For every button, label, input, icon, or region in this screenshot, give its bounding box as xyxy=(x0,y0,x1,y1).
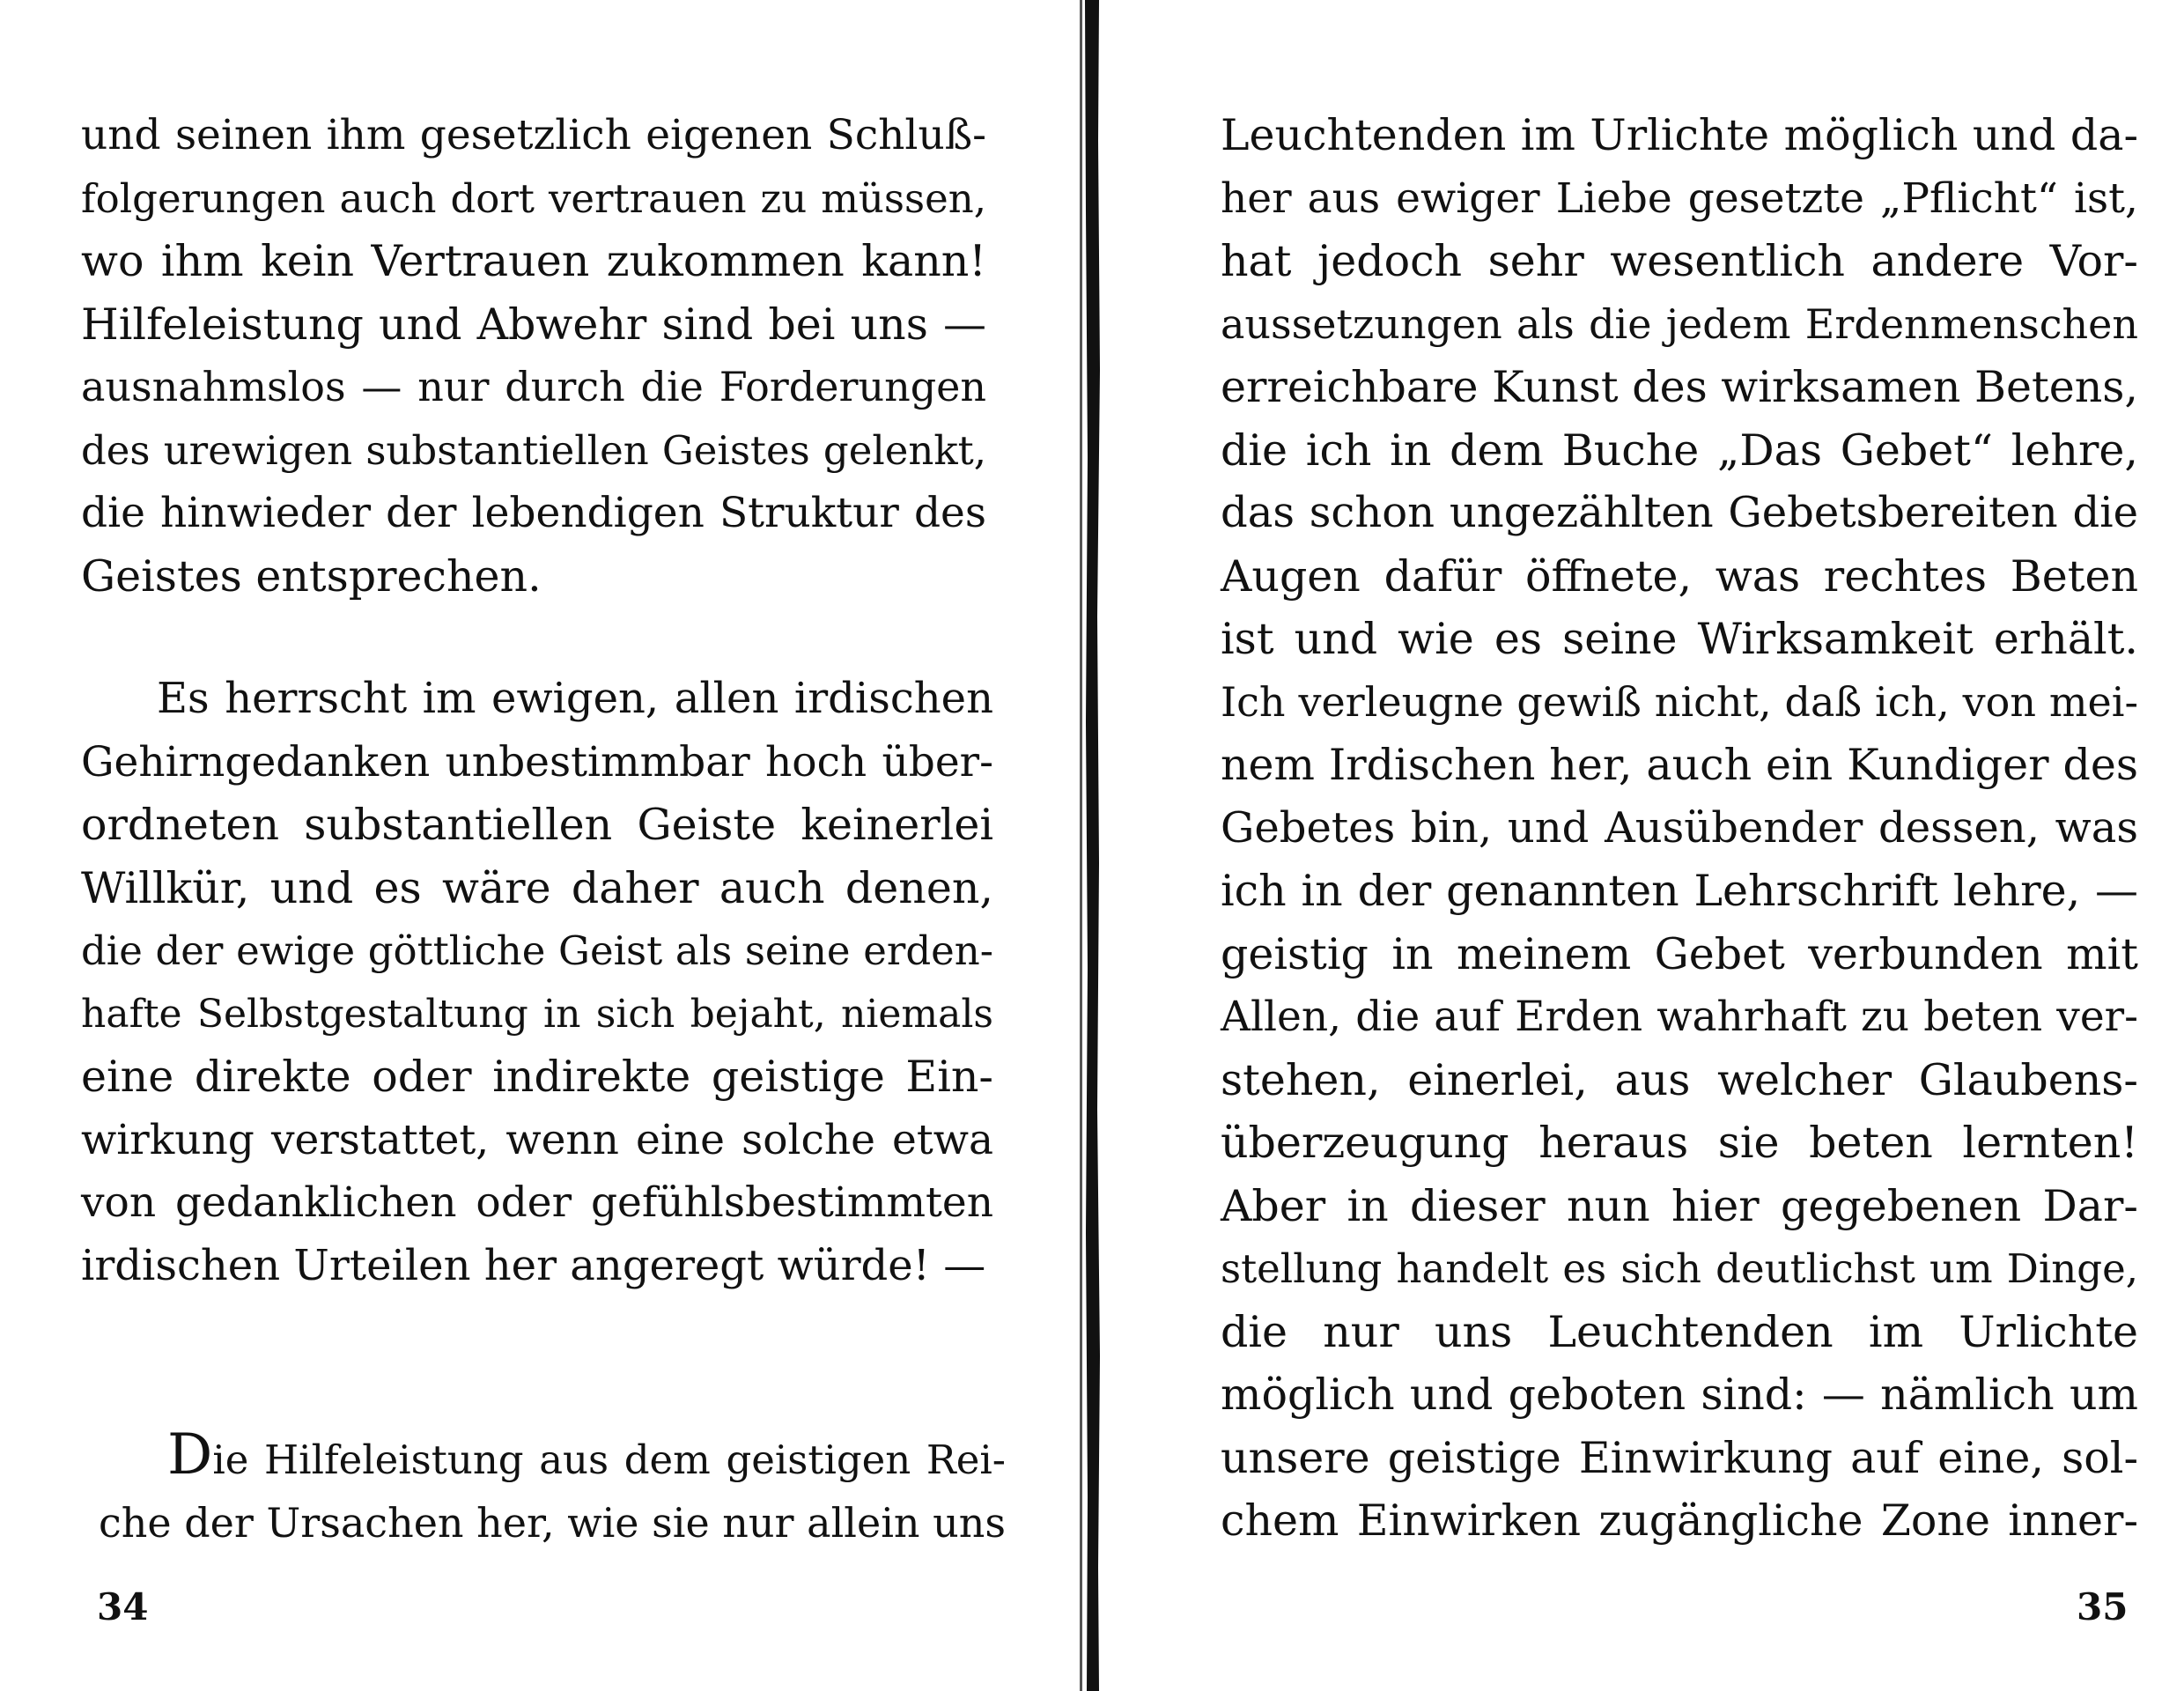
text-line: Geistes entsprechen. xyxy=(81,550,542,602)
text-line: Augen dafür öffnete, was rechtes Beten xyxy=(1221,550,2138,602)
text-line: ich in der genannten Lehrschrift lehre, — xyxy=(1221,866,2138,916)
text-line: unsere geistige Einwirkung auf eine, sol- xyxy=(1221,1432,2138,1483)
text-line: das schon ungezählten Gebetsbereiten die xyxy=(1221,488,2138,537)
text-line: her aus ewiger Liebe gesetzte „Pflicht“ ist, xyxy=(1221,174,2138,223)
text-line: geistig in meinem Gebet verbunden mit xyxy=(1221,928,2138,979)
text-line: die hinwieder der lebendigen Struktur des xyxy=(81,489,986,537)
text-line: che der Ursachen her, wie sie nur allein uns xyxy=(99,1498,1007,1547)
text-line: hat jedoch sehr wesentlich andere Vor- xyxy=(1221,236,2138,286)
text-line: von gedanklichen oder gefühlsbestimmten xyxy=(81,1178,993,1227)
paragraph xyxy=(99,1422,1007,1554)
text-line: Allen, die auf Erden wahrhaft zu beten ver- xyxy=(1221,993,2138,1041)
text-line: und seinen ihm gesetzlich eigenen Schluß- xyxy=(81,111,986,159)
text-line: aussetzungen als die jedem Erdenmenschen xyxy=(1221,299,2138,348)
text-line: ist und wie es seine Wirksamkeit erhält. xyxy=(1221,614,2138,664)
text-line: wirkung verstattet, wenn eine solche etwa xyxy=(81,1115,993,1164)
paragraph xyxy=(81,104,986,608)
text-line: ausnahmslos — nur durch die Forderungen xyxy=(81,363,986,410)
text-line xyxy=(99,1422,1006,1492)
text-line: Gehirngedanken unbestimmbar hoch über- xyxy=(81,737,993,786)
text-line: möglich und geboten sind: — nämlich um xyxy=(1221,1370,2138,1420)
text-line: Aber in dieser nun hier gegebenen Dar- xyxy=(1221,1180,2138,1231)
paragraph xyxy=(81,668,993,1297)
paragraph xyxy=(1221,104,2138,1553)
text-line-content: ie Hilfeleistung aus dem geistigen Rei- xyxy=(212,1436,1006,1483)
text-line: des urewigen substantiellen Geistes gelenkt, xyxy=(81,426,986,474)
text-line: Ich verleugne gewiß nicht, daß ich, von mei- xyxy=(1221,677,2138,726)
text-line: Es herrscht im ewigen, allen irdischen xyxy=(157,674,993,723)
page-number: 34 xyxy=(97,1585,149,1628)
text-line: Gebetes bin, und Ausübender dessen, was xyxy=(1221,802,2138,853)
text-line: stehen, einerlei, aus welcher Glaubens- xyxy=(1221,1054,2138,1105)
left-page xyxy=(0,0,1074,1691)
page-number: 35 xyxy=(2077,1585,2129,1628)
text-line: stellung handelt es sich deutlichst um Dinge, xyxy=(1221,1245,2138,1292)
book-spine-gutter xyxy=(1076,0,1108,1691)
text-line: nem Irdischen her, auch ein Kundiger des xyxy=(1221,740,2138,790)
text-line: eine direkte oder indirekte geistige Ein- xyxy=(81,1052,993,1102)
text-line: Willkür, und es wäre daher auch denen, xyxy=(81,862,993,913)
text-line: die nur uns Leuchtenden im Urlichte xyxy=(1221,1306,2138,1357)
text-line: Leuchtenden im Urlichte möglich und da- xyxy=(1221,110,2138,160)
text-line: chem Einwirken zugängliche Zone inner- xyxy=(1221,1495,2138,1546)
text-line: ordneten substantiellen Geiste keinerlei xyxy=(81,800,993,850)
text-line: die der ewige göttliche Geist als seine erden- xyxy=(81,927,993,974)
text-line: Hilfeleistung und Abwehr sind bei uns — xyxy=(81,299,986,350)
right-page xyxy=(1110,0,2184,1691)
text-line: hafte Selbstgestaltung in sich bejaht, niemals xyxy=(81,991,993,1037)
drop-capital: D xyxy=(167,1422,213,1488)
text-line: überzeugung heraus sie beten lernten! xyxy=(1221,1118,2138,1168)
text-line: die ich in dem Buche „Das Gebet“ lehre, xyxy=(1221,425,2138,476)
text-line: folgerungen auch dort vertrauen zu müssen, xyxy=(81,174,986,222)
text-line: wo ihm kein Vertrauen zukommen kann! xyxy=(81,236,986,286)
text-line: irdischen Urteilen her angeregt würde! — xyxy=(81,1240,986,1290)
text-line: erreichbare Kunst des wirksamen Betens, xyxy=(1221,362,2138,412)
